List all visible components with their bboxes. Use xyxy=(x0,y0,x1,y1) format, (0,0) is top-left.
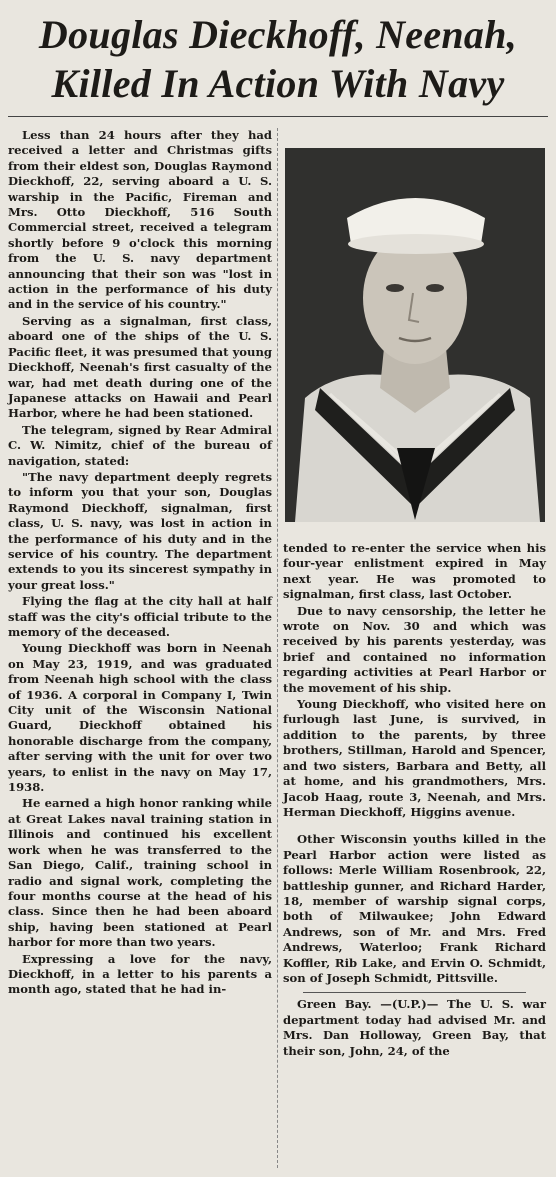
paragraph: "The navy department deeply regrets to inform you that your son, Douglas Raymond Dieckhoff, signalman, first class, U. S. navy, was lost in action in the performance of his duty and in the service of his country. The department extends to you its sincerest sympathy in your great loss." xyxy=(8,469,272,592)
left-column xyxy=(8,128,272,999)
column-divider xyxy=(277,128,278,1168)
paragraph: Flying the flag at the city hall at half staff was the city's official tribute to the memory of the deceased. xyxy=(8,594,272,639)
dateline: Green Bay. —(U.P.)— xyxy=(297,997,439,1012)
paragraph: Young Dieckhoff was born in Neenah on May 23, 1919, and was graduated from Neenah high school with the class of 1936. A corporal in Company I, Twin City unit of the Wisconsin National Guard, Dieckhoff obtained his honorable discharge from the company, after serving with the unit for over two years, to enlist in the navy on May 17, 1938. xyxy=(8,641,272,795)
paragraph: Serving as a signalman, first class, aboard one of the ships of the U. S. Pacific fleet, it was presumed that young Dieckhoff, Neenah's first casualty of the war, had met death during one of the Japanese attacks on Hawaii and Pearl Harbor, where he had been stationed. xyxy=(8,313,272,421)
headline-line-1: Douglas Dieckhoff, Neenah, xyxy=(38,12,518,57)
headline xyxy=(6,10,550,108)
right-column xyxy=(283,541,546,1060)
sailor-portrait-photo xyxy=(285,148,545,522)
paragraph: Expressing a love for the navy, Dieckhoff, in a letter to his parents a month ago, stated that he had in- xyxy=(8,951,272,997)
headline-line-2: Killed In Action With Navy xyxy=(51,61,505,106)
dateline-text: The U. S. war department today had advised Mr. and Mrs. Dan Holloway, Green Bay, that their son, John, 24, of the xyxy=(283,997,546,1058)
paragraph: Less than 24 hours after they had received a letter and Christmas gifts from their eldest son, Douglas Raymond Dieckhoff, 22, serving aboard a U. S. warship in the Pacific, Fireman and Mrs. Otto Dieckhoff, 516 South Commercial street, received a telegram shortly before 9 o'clock this morning from the U. S. navy department announcing that their son was "lost in action in the performance of his duty and in the service of his country." xyxy=(8,128,272,312)
paragraph: tended to re-enter the service when his four-year enlistment expired in May next year. He was promoted to signalman, first class, last October. xyxy=(283,541,546,602)
headline-rule xyxy=(8,116,548,117)
paragraph: He earned a high honor ranking while at Great Lakes naval training station in Illinois and continued his excellent work when he was transferred to the San Diego, Calif., training school in radio and signal work, completing the four months course at the head of his class. Since then he had been aboard ship, having been stationed at Pearl harbor for more than two years. xyxy=(8,796,272,950)
paragraph xyxy=(283,997,546,1059)
paragraph: Other Wisconsin youths killed in the Pearl Harbor action were listed as follows: Merle William Rosenbrook, 22, battleship gunner, and Richard Harder, 18, member of warship signal corps, both of Milwaukee; John Edward Andrews, son of Mr. and Mrs. Fred Andrews, Waterloo; Frank Richard Koffler, Rib Lake, and Ervin O. Schmidt, son of Joseph Schmidt, Pittsville. xyxy=(283,832,546,985)
sailor-portrait-drawing xyxy=(285,148,545,522)
paragraph: Due to navy censorship, the letter he wrote on Nov. 30 and which was received by his parents yesterday, was brief and contained no information regarding activities at Pearl Harbor or the movement of his ship. xyxy=(283,603,546,695)
section-divider xyxy=(303,992,526,993)
paragraph: Young Dieckhoff, who visited here on furlough last June, is survived, in addition to the parents, by three brothers, Stillman, Harold and Spencer, and two sisters, Barbara and Betty, all at home, and his grandmothers, Mrs. Jacob Haag, route 3, Neenah, and Mrs. Herman Dieckhoff, Higgins avenue. xyxy=(283,697,546,819)
paragraph: The telegram, signed by Rear Admiral C. W. Nimitz, chief of the bureau of navigation, stated: xyxy=(8,422,272,468)
